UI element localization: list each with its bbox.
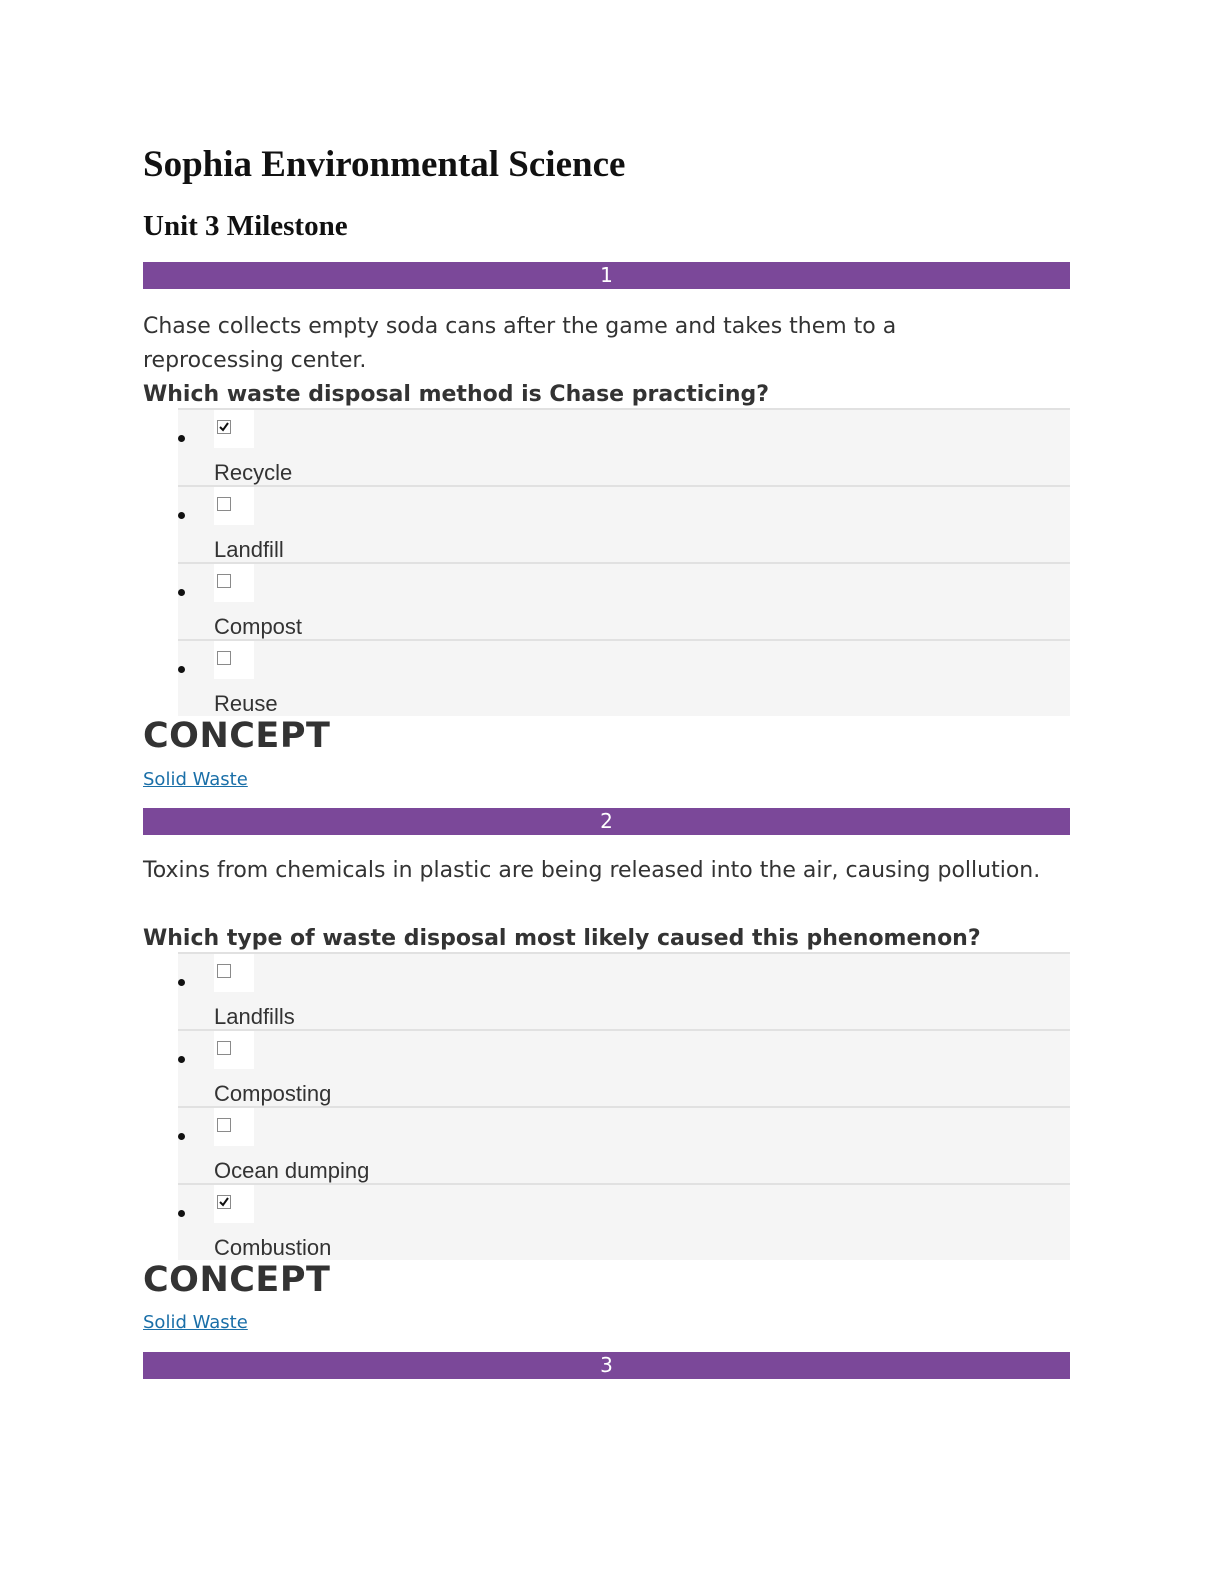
checkbox[interactable] bbox=[217, 1118, 231, 1132]
checkbox[interactable] bbox=[217, 574, 231, 588]
answer-option[interactable] bbox=[178, 485, 1070, 562]
answer-option-label: Landfill bbox=[214, 537, 284, 562]
bullet-icon bbox=[178, 666, 185, 673]
answer-option-label: Reuse bbox=[214, 691, 278, 716]
question-number-bar: 3 bbox=[143, 1352, 1070, 1379]
answer-option-label: Compost bbox=[214, 614, 303, 639]
bullet-icon bbox=[178, 1056, 185, 1063]
question-prompt: Which waste disposal method is Chase practicing? bbox=[143, 382, 770, 407]
page-subtitle: Unit 3 Milestone bbox=[143, 210, 348, 242]
answer-option-label: Recycle bbox=[214, 460, 293, 485]
checkbox[interactable] bbox=[217, 420, 231, 434]
answer-option[interactable] bbox=[178, 639, 1070, 716]
question-number-bar: 2 bbox=[143, 808, 1070, 835]
checkbox[interactable] bbox=[217, 1195, 231, 1209]
checkbox[interactable] bbox=[217, 964, 231, 978]
answer-option-label: Landfills bbox=[214, 1004, 295, 1029]
bullet-icon bbox=[178, 435, 185, 442]
answer-option[interactable] bbox=[178, 562, 1070, 639]
concept-link[interactable]: Solid Waste bbox=[143, 1312, 248, 1333]
bullet-icon bbox=[178, 1210, 185, 1217]
checkmark-icon bbox=[218, 1196, 230, 1208]
answer-option-label: Combustion bbox=[214, 1235, 332, 1260]
concept-heading: CONCEPT bbox=[143, 716, 331, 756]
answer-option[interactable] bbox=[178, 408, 1070, 485]
answer-option-label: Ocean dumping bbox=[214, 1158, 370, 1183]
checkbox[interactable] bbox=[217, 1041, 231, 1055]
concept-link[interactable]: Solid Waste bbox=[143, 769, 248, 790]
question-text: Toxins from chemicals in plastic are being released into the air, causing pollution. bbox=[143, 858, 1041, 883]
concept-heading: CONCEPT bbox=[143, 1260, 331, 1300]
answer-option[interactable] bbox=[178, 952, 1070, 1029]
answer-option[interactable] bbox=[178, 1183, 1070, 1260]
question-text: Chase collects empty soda cans after the game and takes them to a reprocessing center. bbox=[143, 314, 897, 373]
answer-option[interactable] bbox=[178, 1029, 1070, 1106]
answer-option-label: Composting bbox=[214, 1081, 332, 1106]
checkbox[interactable] bbox=[217, 651, 231, 665]
question-prompt: Which type of waste disposal most likely caused this phenomenon? bbox=[143, 926, 981, 951]
question-number-bar: 1 bbox=[143, 262, 1070, 289]
checkbox[interactable] bbox=[217, 497, 231, 511]
page-title: Sophia Environmental Science bbox=[143, 144, 626, 185]
bullet-icon bbox=[178, 589, 185, 596]
bullet-icon bbox=[178, 512, 185, 519]
bullet-icon bbox=[178, 1133, 185, 1140]
answer-option[interactable] bbox=[178, 1106, 1070, 1183]
checkmark-icon bbox=[218, 421, 230, 433]
bullet-icon bbox=[178, 979, 185, 986]
